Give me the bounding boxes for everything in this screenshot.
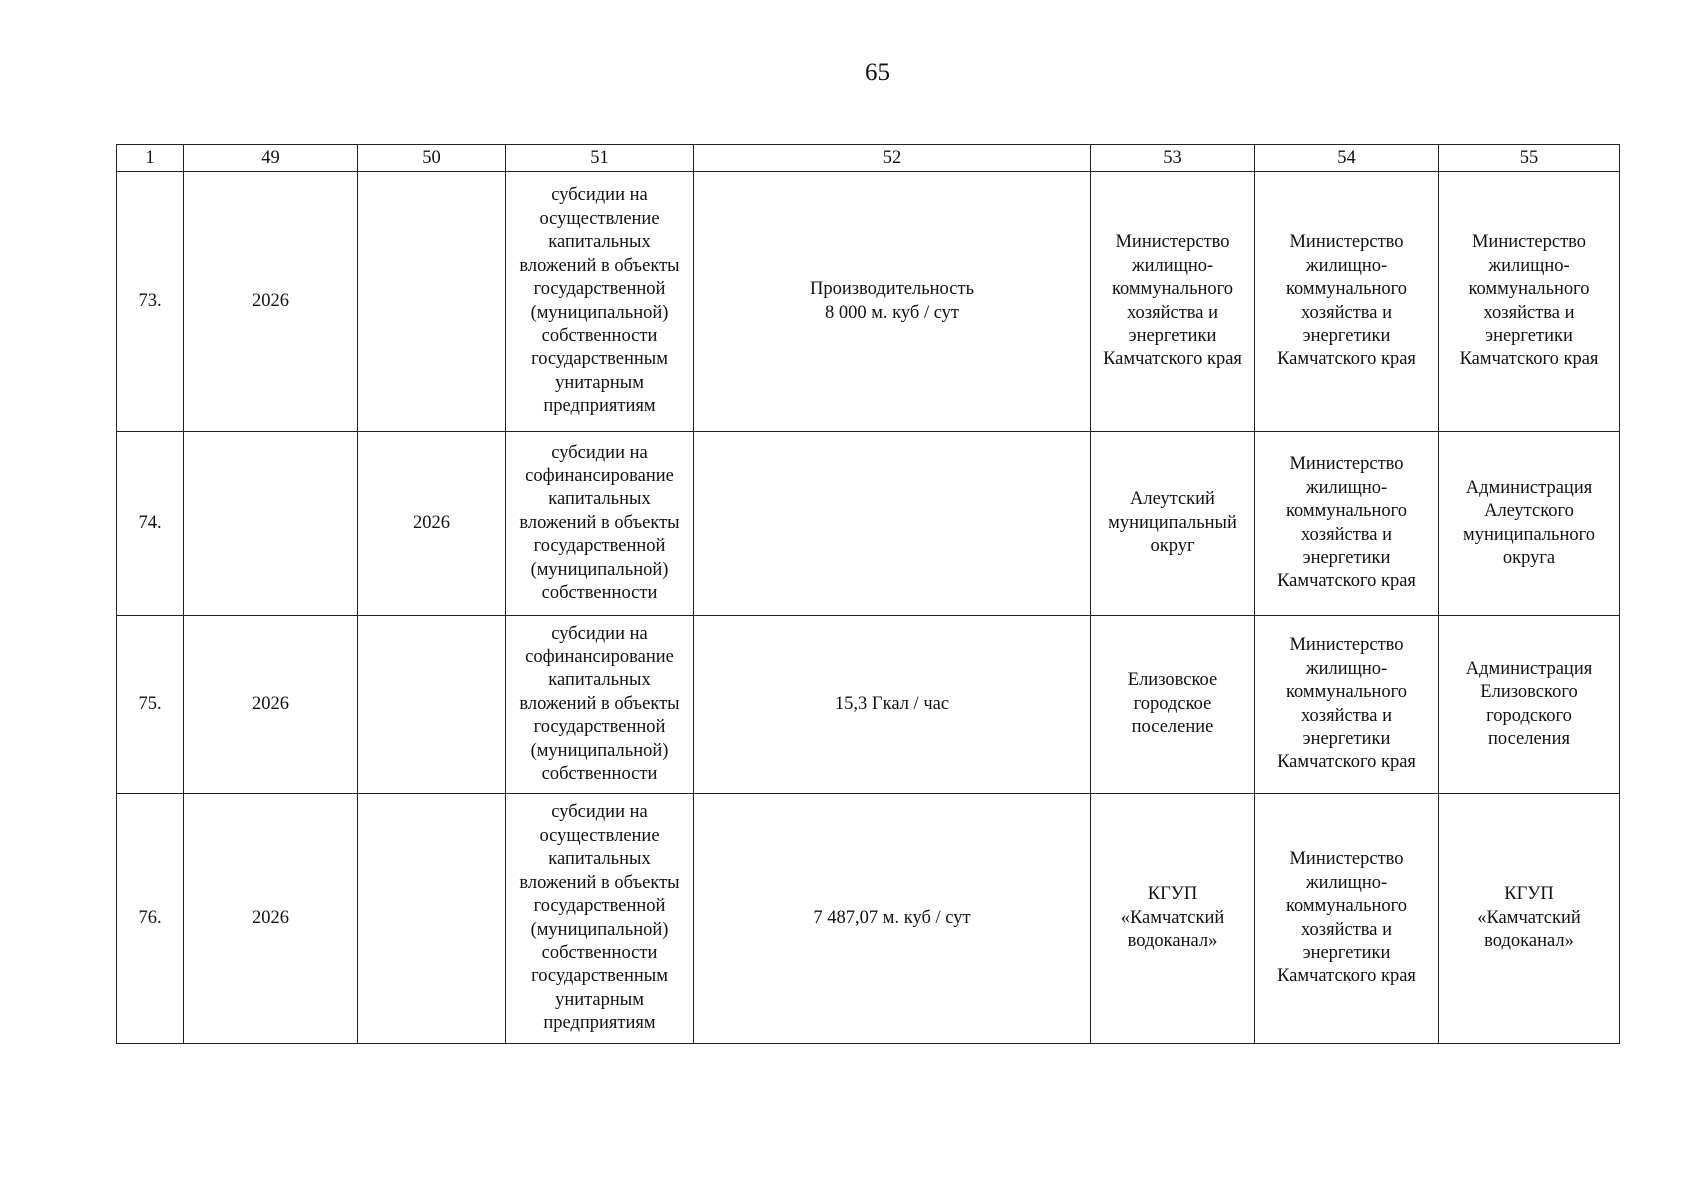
table-cell <box>358 616 506 794</box>
column-header: 51 <box>506 145 694 172</box>
table-cell: 2026 <box>358 432 506 616</box>
row-number-cell: 73. <box>117 172 184 432</box>
table-cell: Алеутский муниципальный округ <box>1091 432 1255 616</box>
table-cell: КГУП «Камчатский водоканал» <box>1091 794 1255 1044</box>
table-cell: Министерство жилищно- коммунального хозяйства и энергетики Камчатского края <box>1255 432 1439 616</box>
table-cell <box>358 172 506 432</box>
table-cell: Министерство жилищно- коммунального хозяйства и энергетики Камчатского края <box>1255 172 1439 432</box>
table-cell: 2026 <box>184 794 358 1044</box>
table-cell: Министерство жилищно- коммунального хозяйства и энергетики Камчатского края <box>1255 616 1439 794</box>
table-cell: Елизовское городское поселение <box>1091 616 1255 794</box>
table-cell: субсидии на софинансирование капитальных вложений в объекты государственной (муниципальной) собственности <box>506 616 694 794</box>
table-cell <box>694 432 1091 616</box>
row-number-cell: 75. <box>117 616 184 794</box>
column-header: 1 <box>117 145 184 172</box>
table-header-row <box>117 145 1620 172</box>
column-header: 50 <box>358 145 506 172</box>
table-cell: Администрация Елизовского городского поселения <box>1439 616 1620 794</box>
table-cell: 2026 <box>184 172 358 432</box>
table-cell: 2026 <box>184 616 358 794</box>
table-cell: Министерство жилищно- коммунального хозяйства и энергетики Камчатского края <box>1439 172 1620 432</box>
row-number-cell: 76. <box>117 794 184 1044</box>
table-cell <box>184 432 358 616</box>
table-cell: субсидии на осуществление капитальных вложений в объекты государственной (муниципальной) собственности государственным унитарным предприятиям <box>506 794 694 1044</box>
table-row <box>117 172 1620 432</box>
table-cell: Производительность 8 000 м. куб / сут <box>694 172 1091 432</box>
table-row <box>117 794 1620 1044</box>
table-row <box>117 616 1620 794</box>
column-header: 55 <box>1439 145 1620 172</box>
row-number-cell: 74. <box>117 432 184 616</box>
table-cell: субсидии на софинансирование капитальных вложений в объекты государственной (муниципальной) собственности <box>506 432 694 616</box>
table-cell: Министерство жилищно- коммунального хозяйства и энергетики Камчатского края <box>1255 794 1439 1044</box>
column-header: 53 <box>1091 145 1255 172</box>
table-cell <box>358 794 506 1044</box>
page-number: 65 <box>865 59 890 86</box>
table-row <box>117 432 1620 616</box>
table-cell: Министерство жилищно- коммунального хозяйства и энергетики Камчатского края <box>1091 172 1255 432</box>
table-cell: Администрация Алеутского муниципального округа <box>1439 432 1620 616</box>
column-header: 49 <box>184 145 358 172</box>
table-cell: 7 487,07 м. куб / сут <box>694 794 1091 1044</box>
column-header: 54 <box>1255 145 1439 172</box>
column-header: 52 <box>694 145 1091 172</box>
table-cell: КГУП «Камчатский водоканал» <box>1439 794 1620 1044</box>
table-cell: 15,3 Гкал / час <box>694 616 1091 794</box>
table-cell: субсидии на осуществление капитальных вложений в объекты государственной (муниципальной) собственности государственным унитарным предприятиям <box>506 172 694 432</box>
data-table <box>116 144 1620 1044</box>
